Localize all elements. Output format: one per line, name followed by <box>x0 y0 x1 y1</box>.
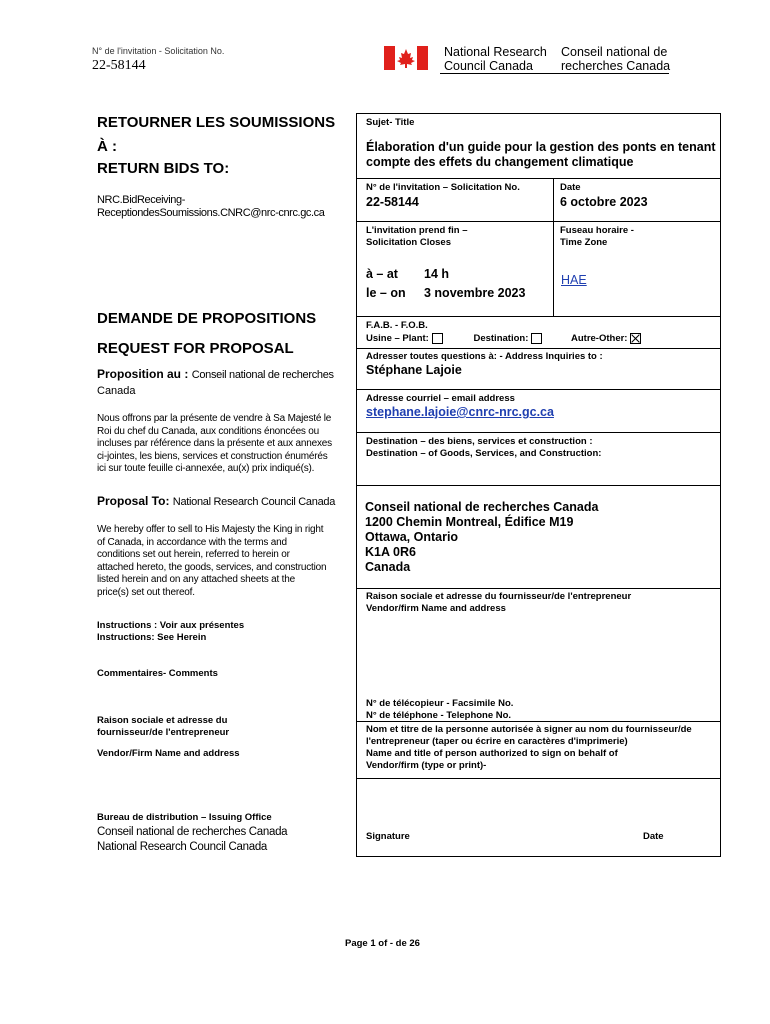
destination-label: Destination – des biens, services et construction : Destination – of Goods, Services, and Construction: <box>366 436 602 459</box>
divider <box>356 348 720 349</box>
instructions: Instructions : Voir aux présentes Instructions: See Herein <box>97 620 245 643</box>
org-name-fr: Conseil national de recherches Canada <box>561 45 671 73</box>
divider <box>553 178 554 316</box>
signature-label: Signature <box>366 831 410 842</box>
solicitation-number: 22-58144 <box>92 58 146 73</box>
return-title-colon: À : <box>97 138 117 155</box>
fob-options: Usine – Plant: Destination: Autre-Other: <box>366 333 716 344</box>
issuing-office-label: Bureau de distribution – Issuing Office <box>97 812 272 823</box>
inquiries-label: Adresser toutes questions à: - Address Inquiries to : <box>366 351 603 362</box>
proposal-to: Proposal To: National Research Council Canada <box>97 494 336 508</box>
offer-paragraph-en: We hereby offer to sell to His Majesty the King in right of Canada, in accordance with the terms and conditions set out herein, referred to herein or attached hereto, the goods, services, and construction listed herein and on any attached sheets at the price(s) set out thereof. <box>97 524 327 598</box>
closing-time: à – at 14 h <box>366 267 450 281</box>
closing-date: le – on 3 novembre 2023 <box>366 286 526 300</box>
solicitation-no-value: 22-58144 <box>366 195 419 209</box>
vendor-label-right: Raison sociale et adresse du fournisseur/de l'entrepreneur Vendor/firm Name and address <box>366 591 632 614</box>
org-name-en: National Research Council Canada <box>444 45 547 73</box>
solicitation-label: N° de l'invitation - Solicitation No. <box>92 46 225 56</box>
timezone-label: Fuseau horaire - Time Zone <box>560 225 634 248</box>
divider <box>356 432 720 433</box>
offer-paragraph-fr: Nous offrons par la présente de vendre à Sa Majesté le Roi du chef du Canada, aux conditions énoncées ou incluses par référence dans la présente et aux annexes ci-jointes, les biens, services et construction énumérés ici sur toute feuille ci-annexée, au(x) prix indiqué(s). <box>97 413 332 474</box>
solicitation-no-label: N° de l'invitation – Solicitation No. <box>366 182 520 193</box>
inquiries-name: Stéphane Lajoie <box>366 363 462 377</box>
return-email: NRC.BidReceiving- ReceptiondesSoumissions.CNRC@nrc-cnrc.gc.ca <box>97 194 325 219</box>
divider <box>356 778 720 779</box>
timezone-value: HAE <box>561 273 587 287</box>
divider <box>356 721 720 722</box>
divider <box>356 485 720 486</box>
page-number: Page 1 of - de 26 <box>345 938 420 949</box>
fob-label: F.A.B. - F.O.B. <box>366 320 428 331</box>
divider <box>356 316 720 317</box>
date-value: 6 octobre 2023 <box>560 195 648 209</box>
plant-checkbox[interactable] <box>432 333 443 344</box>
return-title-en: RETURN BIDS TO: <box>97 160 230 177</box>
other-checkbox[interactable] <box>630 333 641 344</box>
demande-title: DEMANDE DE PROPOSITIONS <box>97 310 317 327</box>
fax-phone-labels: N° de télécopieur - Facsimile No. N° de téléphone - Telephone No. <box>366 698 514 721</box>
subject-title: Élaboration d'un guide pour la gestion des ponts en tenant compte des effets du changement climatique <box>366 140 716 169</box>
header-rule <box>440 73 669 74</box>
destination-checkbox[interactable] <box>531 333 542 344</box>
subject-label: Sujet- Title <box>366 117 415 128</box>
authorized-signer-label: Nom et titre de la personne autorisée à signer au nom du fournisseur/de l'entrepreneur (taper ou écrire en caractères d'imprimerie) Name and title of person authorized to sign on behalf of Vendor/firm (type or print)- <box>366 724 692 771</box>
comments-label: Commentaires- Comments <box>97 668 218 679</box>
canada-flag-logo <box>384 46 428 70</box>
proposition-au: Proposition au : Conseil national de recherches Canada <box>97 367 334 397</box>
divider <box>356 389 720 390</box>
signature-date-label: Date <box>643 831 664 842</box>
email-link[interactable]: stephane.lajoie@cnrc-nrc.gc.ca <box>366 405 554 419</box>
divider <box>356 588 720 589</box>
date-label: Date <box>560 182 581 193</box>
divider <box>356 221 720 222</box>
email-label: Adresse courriel – email address <box>366 393 515 404</box>
return-title-fr: RETOURNER LES SOUMISSIONS <box>97 114 336 131</box>
divider <box>356 178 720 179</box>
issuing-office: Conseil national de recherches Canada National Research Council Canada <box>97 826 288 853</box>
closes-label: L'invitation prend fin – Solicitation Closes <box>366 225 468 248</box>
delivery-address: Conseil national de recherches Canada 1200 Chemin Montreal, Édifice M19 Ottawa, Ontario K1A 0R6 Canada <box>365 500 599 574</box>
request-title: REQUEST FOR PROPOSAL <box>97 340 294 357</box>
vendor-label-left: Raison sociale et adresse du fournisseur/de l'entrepreneur Vendor/Firm Name and address <box>97 715 240 759</box>
